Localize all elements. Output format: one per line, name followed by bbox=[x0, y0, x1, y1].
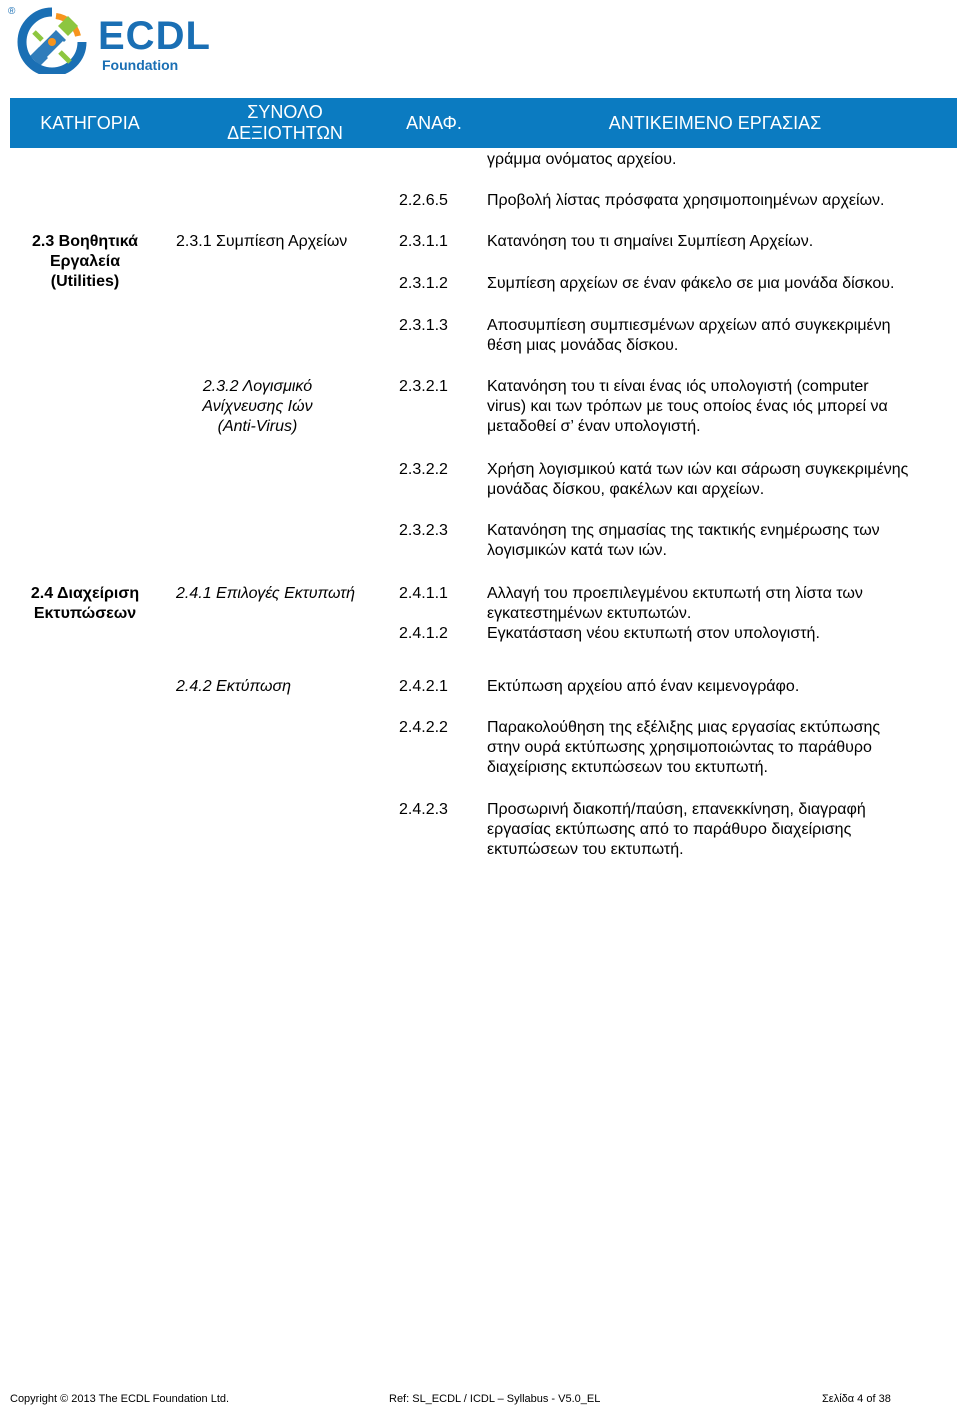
category-line: (Utilities) bbox=[50, 273, 120, 290]
header-ref: ΑΝΑΦ. bbox=[406, 112, 462, 133]
footer-copyright: Copyright © 2013 The ECDL Foundation Ltd. bbox=[10, 1393, 230, 1405]
ref-number: 2.3.1.1 bbox=[399, 233, 448, 250]
ref-number: 2.4.2.2 bbox=[399, 719, 448, 736]
task-text bbox=[487, 521, 880, 561]
logo-sub: Foundation bbox=[102, 57, 179, 73]
footer-reference: Ref: SL_ECDL / ICDL – Syllabus - V5.0_EL bbox=[389, 1393, 601, 1405]
task-line: εκτυπώσεων του εκτυπωτή. bbox=[487, 841, 684, 858]
category-line: Εκτυπώσεων bbox=[33, 605, 137, 622]
category-line: Εργαλεία bbox=[49, 253, 121, 270]
skillset-2-4-1: 2.4.1 Επιλογές Εκτυπωτή bbox=[176, 585, 355, 602]
task-line: μεταδοθεί σ’ έναν υπολογιστή. bbox=[487, 418, 701, 435]
header-task-item: ΑΝΤΙΚΕΙΜΕΝΟ ΕΡΓΑΣΙΑΣ bbox=[608, 112, 822, 133]
ref-number: 2.4.1.1 bbox=[399, 585, 448, 602]
task-text: Κατανόηση του τι σημαίνει Συμπίεση Αρχείων. bbox=[487, 233, 814, 250]
table-header bbox=[10, 98, 957, 148]
skillset-line: Ανίχνευσης Ιών bbox=[202, 398, 313, 415]
ecdl-logo-icon bbox=[8, 6, 96, 74]
ref-number: 2.2.6.5 bbox=[399, 192, 448, 209]
skillset-2-3-2 bbox=[170, 377, 345, 437]
logo-brand: ECDL bbox=[98, 14, 211, 58]
header-skillset-line1: ΣΥΝΟΛΟ bbox=[247, 102, 323, 122]
header-skillset bbox=[215, 98, 355, 148]
skillset-line: (Anti-Virus) bbox=[217, 418, 298, 435]
ref-number: 2.4.1.2 bbox=[399, 625, 448, 642]
ref-number: 2.4.2.3 bbox=[399, 801, 448, 818]
category-line: 2.4 Διαχείριση bbox=[30, 585, 140, 602]
ref-number: 2.3.2.1 bbox=[399, 378, 448, 395]
task-line: virus) και των τρόπων με τους οποίος ένας ιός μπορεί να bbox=[487, 398, 888, 415]
category-2-3 bbox=[20, 232, 150, 292]
ref-number: 2.3.1.3 bbox=[399, 317, 448, 334]
skillset-line: 2.3.2 Λογισμικό bbox=[202, 378, 313, 395]
task-line: Προσωρινή διακοπή/παύση, επανεκκίνηση, διαγραφή bbox=[487, 801, 866, 818]
task-line: στην ουρά εκτύπωσης χρησιμοποιώντας το παράθυρο bbox=[487, 739, 872, 756]
task-line: μονάδας δίσκου, φακέλων και αρχείων. bbox=[487, 481, 765, 498]
task-text bbox=[487, 718, 880, 778]
task-text: Συμπίεση αρχείων σε έναν φάκελο σε μια μονάδα δίσκου. bbox=[487, 275, 895, 292]
task-line: διαχείρισης εκτυπώσεων του εκτυπωτή. bbox=[487, 759, 768, 776]
ref-number: 2.3.2.3 bbox=[399, 522, 448, 539]
header-category: ΚΑΤΗΓΟΡΙΑ bbox=[40, 112, 140, 133]
task-line: Αλλαγή του προεπιλεγμένου εκτυπωτή στη λίστα των bbox=[487, 585, 863, 602]
task-line: εργασίας εκτύπωσης από το παράθυρο διαχείρισης bbox=[487, 821, 852, 838]
task-text bbox=[487, 460, 908, 500]
task-text bbox=[487, 377, 888, 437]
footer-page-number: Σελίδα 4 of 38 bbox=[822, 1393, 891, 1405]
header-skillset-line2: ΔΕΞΙΟΤΗΤΩΝ bbox=[227, 123, 343, 143]
task-line: Παρακολούθηση της εξέλιξης μιας εργασίας εκτύπωσης bbox=[487, 719, 881, 736]
task-line: θέση μιας μονάδας δίσκου. bbox=[487, 337, 679, 354]
ecdl-logo bbox=[8, 6, 223, 74]
task-line: Κατανόηση της σημασίας της τακτικής ενημέρωσης των bbox=[487, 522, 880, 539]
ref-number: 2.4.2.1 bbox=[399, 678, 448, 695]
task-text bbox=[487, 584, 863, 624]
task-text: Εκτύπωση αρχείου από έναν κειμενογράφο. bbox=[487, 678, 800, 695]
task-line: εγκατεστημένων εκτυπωτών. bbox=[487, 605, 692, 622]
task-line: Αποσυμπίεση συμπιεσμένων αρχείων από συγκεκριμένη bbox=[487, 317, 891, 334]
ref-number: 2.3.2.2 bbox=[399, 461, 448, 478]
task-text bbox=[487, 316, 891, 356]
task-line: Κατανόηση του τι είναι ένας ιός υπολογιστή (computer bbox=[487, 378, 869, 395]
category-2-4 bbox=[20, 584, 150, 624]
task-line: λογισμικών κατά των ιών. bbox=[487, 542, 667, 559]
task-text: Προβολή λίστας πρόσφατα χρησιμοποιημένων αρχείων. bbox=[487, 192, 885, 209]
task-line: Χρήση λογισμικού κατά των ιών και σάρωση συγκεκριμένης bbox=[487, 461, 909, 478]
skillset-2-3-1: 2.3.1 Συμπίεση Αρχείων bbox=[176, 233, 348, 250]
category-line: 2.3 Βοηθητικά bbox=[31, 233, 139, 250]
registered-mark: ® bbox=[8, 6, 16, 17]
ref-number: 2.3.1.2 bbox=[399, 275, 448, 292]
task-text bbox=[487, 800, 866, 860]
task-text: Εγκατάσταση νέου εκτυπωτή στον υπολογιστή. bbox=[487, 625, 820, 642]
task-text: γράμμα ονόματος αρχείου. bbox=[487, 151, 677, 168]
skillset-2-4-2: 2.4.2 Εκτύπωση bbox=[176, 678, 291, 695]
